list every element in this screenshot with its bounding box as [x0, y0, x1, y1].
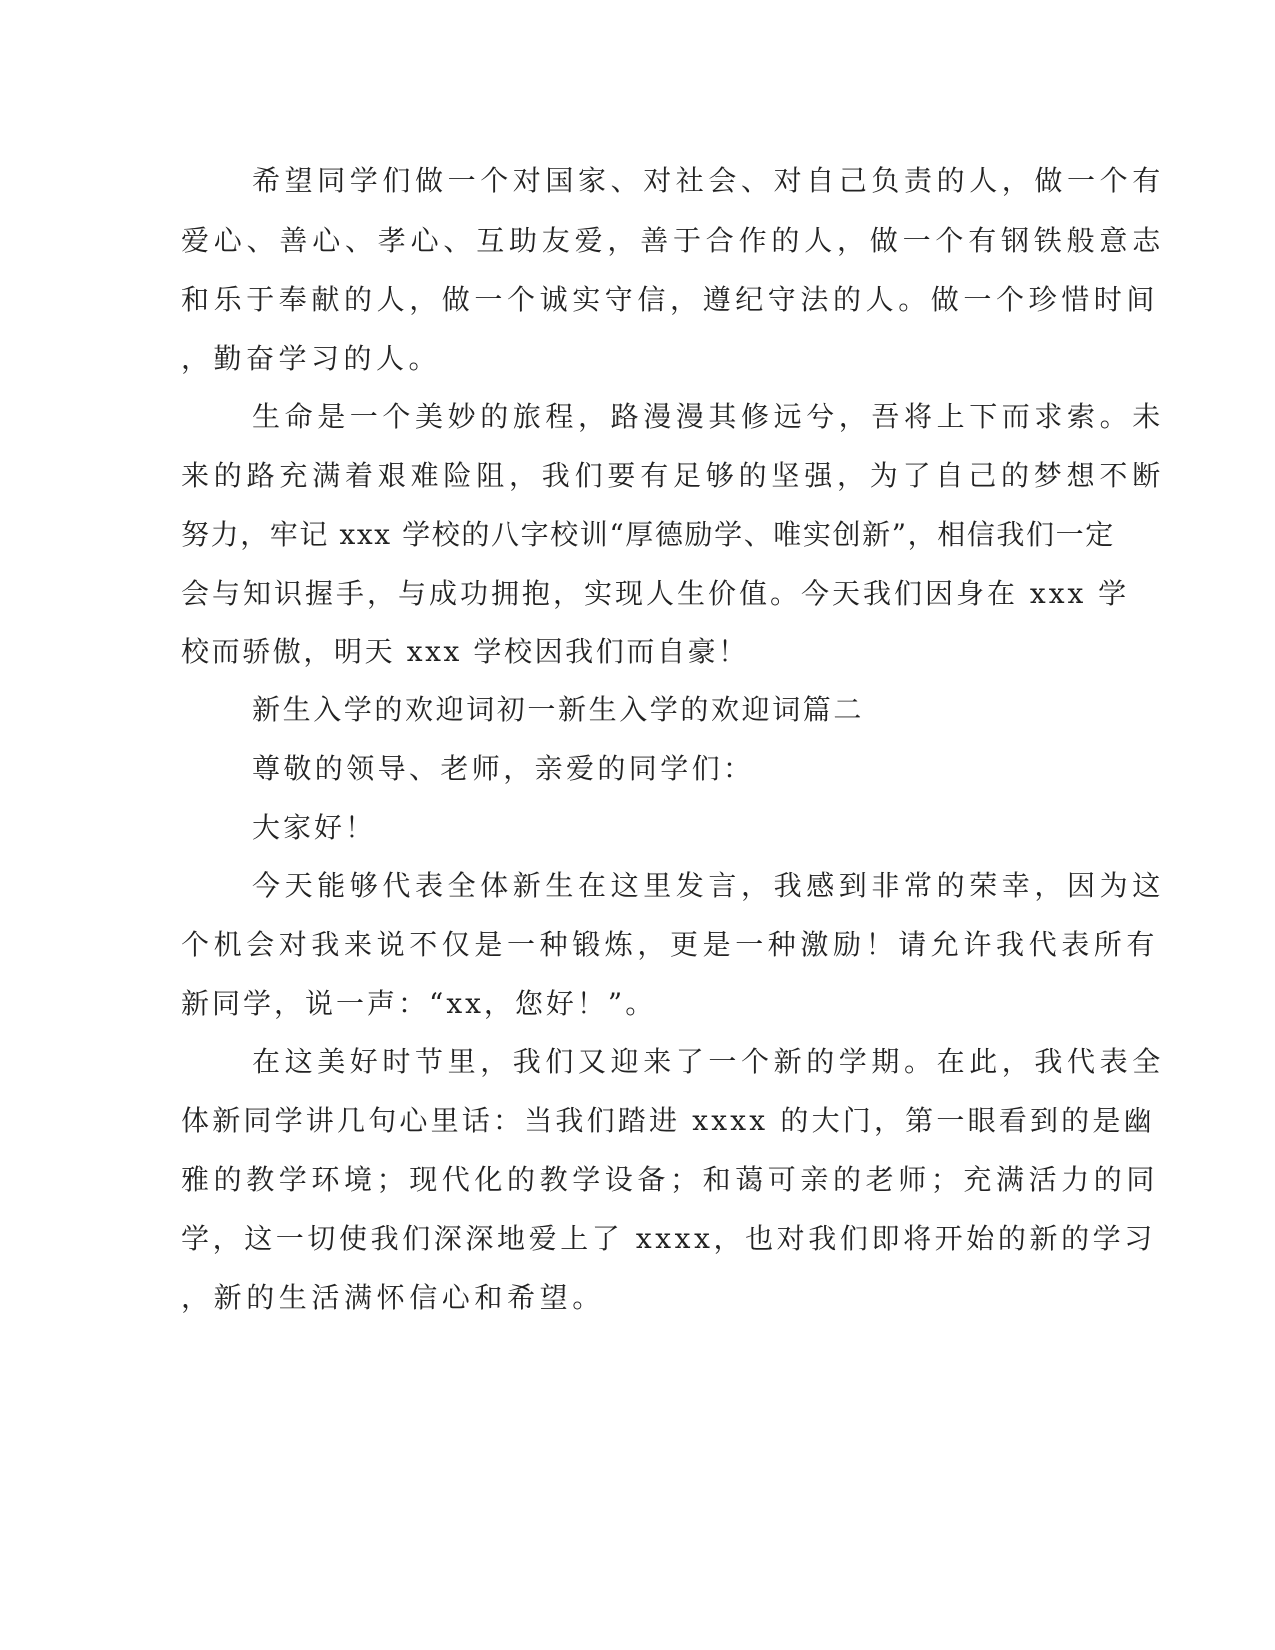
section-heading: 新生入学的欢迎词初一新生入学的欢迎词篇二 [252, 693, 865, 726]
text-line: 校而骄傲，明天 xxx 学校因我们而自豪！ [181, 635, 749, 668]
text-line: 会与知识握手，与成功拥抱，实现人生价值。今天我们因身在 xxx 学 [181, 577, 1130, 610]
text-line: 和乐于奉献的人，做一个诚实守信，遵纪守法的人。做一个珍惜时间 [181, 283, 1160, 316]
text-line: 体新同学讲几句心里话：当我们踏进 xxxx 的大门，第一眼看到的是幽 [181, 1104, 1155, 1137]
text-line: 个机会对我来说不仅是一种锻炼，更是一种激励！请允许我代表所有 [181, 928, 1160, 961]
salutation: 尊敬的领导、老师，亲爱的同学们： [252, 752, 755, 785]
text-line: 今天能够代表全体新生在这里发言，我感到非常的荣幸，因为这 [252, 869, 1165, 902]
text-line: 新同学，说一声：“xx，您好！”。 [181, 987, 657, 1020]
text-line: 学，这一切使我们深深地爱上了 xxxx，也对我们即将开始的新的学习 [181, 1222, 1156, 1255]
greeting: 大家好！ [252, 811, 377, 844]
text-line: 爱心、善心、孝心、互助友爱，善于合作的人，做一个有钢铁般意志 [181, 224, 1166, 257]
text-line: 来的路充满着艰难险阻，我们要有足够的坚强，为了自己的梦想不断 [181, 459, 1166, 492]
text-line: 在这美好时节里，我们又迎来了一个新的学期。在此，我代表全 [252, 1045, 1165, 1078]
text-line: ，新的生活满怀信心和希望。 [181, 1281, 605, 1314]
text-line: 生命是一个美妙的旅程，路漫漫其修远兮，吾将上下而求索。未 [252, 400, 1165, 433]
text-line: 希望同学们做一个对国家、对社会、对自己负责的人，做一个有 [252, 164, 1165, 197]
text-line: 努力，牢记 xxx 学校的八字校训“厚德励学、唯实创新”，相信我们一定 [181, 518, 1115, 551]
text-line: ，勤奋学习的人。 [181, 342, 442, 375]
text-line: 雅的教学环境；现代化的教学设备；和蔼可亲的老师；充满活力的同 [181, 1163, 1160, 1196]
